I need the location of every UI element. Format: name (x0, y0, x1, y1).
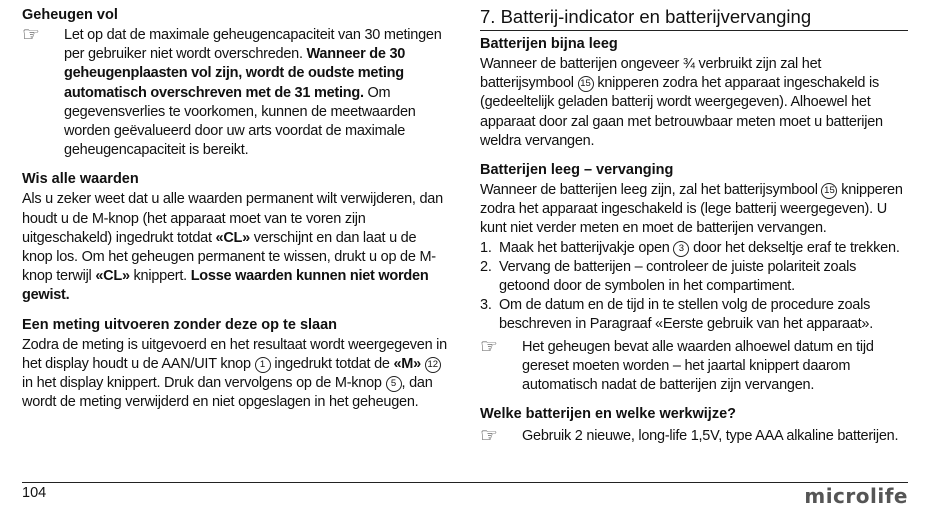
circled-number-icon: 15 (578, 76, 594, 92)
heading-clear-all: Wis alle waarden (22, 171, 139, 188)
circled-number-icon: 1 (255, 357, 271, 373)
list-item: 2. Vervang de batterijen – controleer de juiste polariteit zoals getoond door de symbolen in het compartiment. (480, 258, 857, 295)
paragraph-measure-without-saving: Zodra de meting is uitgevoerd en het resultaat wordt weergegeven in het display houdt u de AAN/UIT knop 1 ingedrukt totdat de «M» 12 in het display knippert. Druk dan vervolgens op de M-knop 5 , dan wordt de meting verwijderd en niet opgeslagen in het geheugen. (22, 336, 447, 411)
footer-divider (22, 482, 908, 483)
pointing-hand-icon: ☞ (22, 24, 40, 46)
microlife-logo: microlife (804, 484, 908, 508)
replacement-steps (480, 239, 908, 335)
section-title-battery: 7. Batterij-indicator en batterijvervanging (480, 6, 812, 27)
paragraph-clear-all: Als u zeker weet dat u alle waarden permanent wilt verwijderen, dan houdt u de M-knop (het apparaat moet van te voren zijn uitgeschakeld) ingedrukt totdat «CL» verschijnt en dan laat u de knop los. Om het geheugen permanent te wissen, drukt u op de M-knop terwijl «CL» knippert. Losse waarden kunnen niet worden gewist. (22, 191, 443, 304)
note-memory-retained: ☞ Het geheugen bevat alle waarden alhoewel datum en tijd gereset moeten worden – het jaartal knippert daarom automatisch nadat de batterijen zijn vervangen. (480, 335, 874, 394)
section-divider (480, 30, 908, 31)
circled-number-icon: 12 (425, 357, 441, 373)
page-number: 104 (22, 485, 47, 501)
list-item: 3. Om de datum en de tijd in te stellen volg de procedure zoals beschreven in Paragraaf «Eerste gebruik van het apparaat». (480, 297, 874, 333)
note-memory-full-text: Let op dat de maximale geheugencapaciteit van 30 metingen per gebruiker niet wordt overschreden. Wanneer de 30 geheugenplaasten vol zijn, wordt de oudste meting automatisch overschreven met de 31 meting. Om gegevensverlies te voorkomen, kunnen de meetwaarden worden geëvalueerd door uw arts voordat de maximale geheugencapaciteit is bereikt. (64, 27, 442, 159)
circled-number-icon: 15 (821, 183, 837, 199)
list-item: 1. Maak het batterijvakje open 3 door het dekseltje eraf te trekken. (480, 239, 900, 256)
heading-batteries-empty: Batterijen leeg – vervanging (480, 162, 674, 179)
paragraph-batteries-low: Wanneer de batterijen ongeveer ¾ verbruikt zijn zal het batterijsymbool 15 knipperen zodra het apparaat ingeschakeld is (gedeeltelijk geladen batterij wordt weergegeven). Alhoewel het apparaat door zal gaan met betrouwbaar meten moet u batterijen weldra vervangen. (480, 56, 883, 149)
circled-number-icon: 5 (386, 376, 402, 392)
heading-memory-full: Geheugen vol (22, 7, 118, 23)
pointing-hand-icon: ☞ (480, 335, 498, 358)
heading-batteries-low: Batterijen bijna leeg (480, 36, 618, 52)
heading-which-batteries: Welke batterijen en welke werkwijze? (480, 406, 737, 423)
heading-measure-without-saving: Een meting uitvoeren zonder deze op te slaan (22, 316, 338, 333)
pointing-hand-icon: ☞ (480, 425, 498, 448)
paragraph-batteries-empty: Wanneer de batterijen leeg zijn, zal het batterijsymbool 15 knipperen zodra het apparaat ingeschakeld is (lege batterij weergegeven). U kunt niet verder meten en moet de batterijen vervangen. (480, 182, 903, 237)
right-column (480, 6, 908, 446)
circled-number-icon: 3 (673, 241, 689, 257)
note-battery-type: ☞ Gebruik 2 nieuwe, long-life 1,5V, type AAA alkaline batterijen. (480, 425, 899, 448)
note-memory-full (22, 26, 450, 160)
left-column (22, 6, 450, 412)
